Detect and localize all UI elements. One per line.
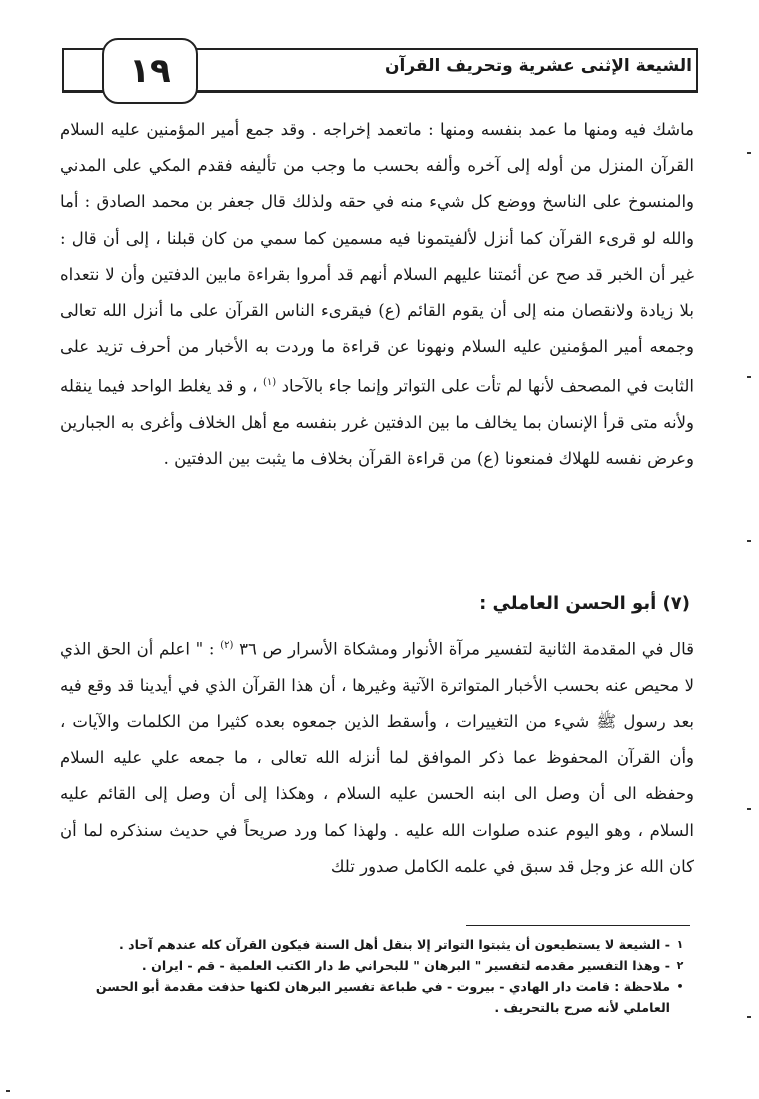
header-right-rule (696, 48, 698, 92)
footnote-text: - وهذا التفسير مقدمه لتفسير " البرهان " للبحراني ط دار الكتب العلمية - قم - ايران . (141, 958, 670, 973)
section-abu-alhasan (60, 586, 694, 885)
scan-margin-mark (747, 540, 751, 542)
paragraph-text-end: ، و قد يغلط الواحد فيما ينقله ولأنه متى قرأ الإنسان بما يخالف ما بين الدفتين غرر بنفسه مع أهل الخلاف وأغرى به الجبارين وعرض نفسه للهلاك فمنعونا (ع) من قراءة القرآن بخلاف ما يثبت بين الدفتين . (60, 376, 694, 469)
scan-margin-mark (747, 376, 751, 378)
footnote-marker: ١ (676, 938, 684, 951)
running-title: الشيعة الإثنى عشرية وتحريف القرآن (385, 56, 692, 76)
scan-margin-mark (747, 1016, 751, 1018)
footnote-text: ملاحظة : قامت دار الهادي - بيروت - في طباعة تفسير البرهان لكنها حذفت مقدمة أبو الحسن العاملي لأنه صرح بالتحريف . (95, 979, 670, 1015)
scan-margin-mark (747, 152, 751, 154)
footnote-item (70, 955, 690, 976)
page-header (62, 44, 698, 94)
footnote-marker: • (676, 980, 684, 993)
section-heading: (٧) أبو الحسن العاملي : (479, 593, 690, 614)
footnote-item (70, 934, 690, 955)
footnote-ref-2: (٢) (220, 640, 234, 651)
footnote-text: - الشيعة لا يستطيعون أن يثبتوا التواتر إلا بنقل أهل السنة فيكون القرآن كله عندهم آحاد . (118, 937, 670, 952)
paragraph-text: ماشك فيه ومنها ما عمد بنفسه ومنها : ماتعمد إخراجه . وقد جمع أمير المؤمنين عليه السلام القرآن المنزل من أوله إلى آخره وألفه بحسب ما وجب من تأليفه فقدم المكي على المدني والمنسوخ على الناسخ ووضع كل شيء منه في حقه ولذلك قال جعفر بن محمد الصادق : أما والله لو قرىء القرآن كما أنزل لألفيتمونا فيه مسمين كما سمي من كان قبلنا ، إلى أن قال : غير أن الخبر قد صح عن أئمتنا عليهم السلام أنهم قد أمروا بقراءة مابين الدفتين وأن لا نتعداه بلا زيادة ولانقصان منه إلى أن يقوم القائم (ع) فيقرىء الناس القرآن على ما أنزل الله تعالى وجمعه أمير المؤمنين عليه السلام ونهونا عن قراءة ما وردت به الأخبار من أحرف تزيد على الثابت في المصحف لأنها لم تأت على التواتر وإنما جاء بالآحاد (60, 120, 695, 396)
main-paragraph (60, 112, 694, 478)
section-body-end: : " اعلم أن الحق الذي لا محيص عنه بحسب الأخبار المتواترة الآتية وغيرها ، أن هذا القرآن الذي في أيدينا قد وقع فيه بعد رسول ﷺ شيء من التغييرات ، وأسقط الذين جمعوه بعده كثيرا من الكلمات والآيات ، وأن القرآن المحفوظ عما ذكر الموافق لما أنزله الله تعالى ، ما جمعه علي عليه السلام وحفظه الى أن وصل الى ابنه الحسن عليه السلام ، وهكذا إلى أن وصل إلى القائم عليه السلام ، وهو اليوم عنده صلوات الله عليه . ولهذا كما ورد صريحاً في حديث سنذكره لما أن كان الله عز وجل قد سبق في علمه الكامل صدور تلك (60, 639, 694, 876)
scan-margin-mark (747, 808, 751, 810)
footnote-marker: ٢ (676, 959, 684, 972)
section-body (60, 628, 694, 885)
scan-margin-mark (6, 1090, 10, 1092)
section-body-start: قال في المقدمة الثانية لتفسير مرآة الأنوار ومشكاة الأسرار ص ٣٦ (239, 639, 695, 659)
footnote-divider (466, 925, 690, 926)
header-left-rule (62, 48, 64, 92)
footnotes (70, 934, 690, 1018)
page-number: ١٩ (102, 38, 198, 104)
footnote-ref-1: (١) (262, 377, 277, 389)
footnote-item (70, 976, 690, 1018)
